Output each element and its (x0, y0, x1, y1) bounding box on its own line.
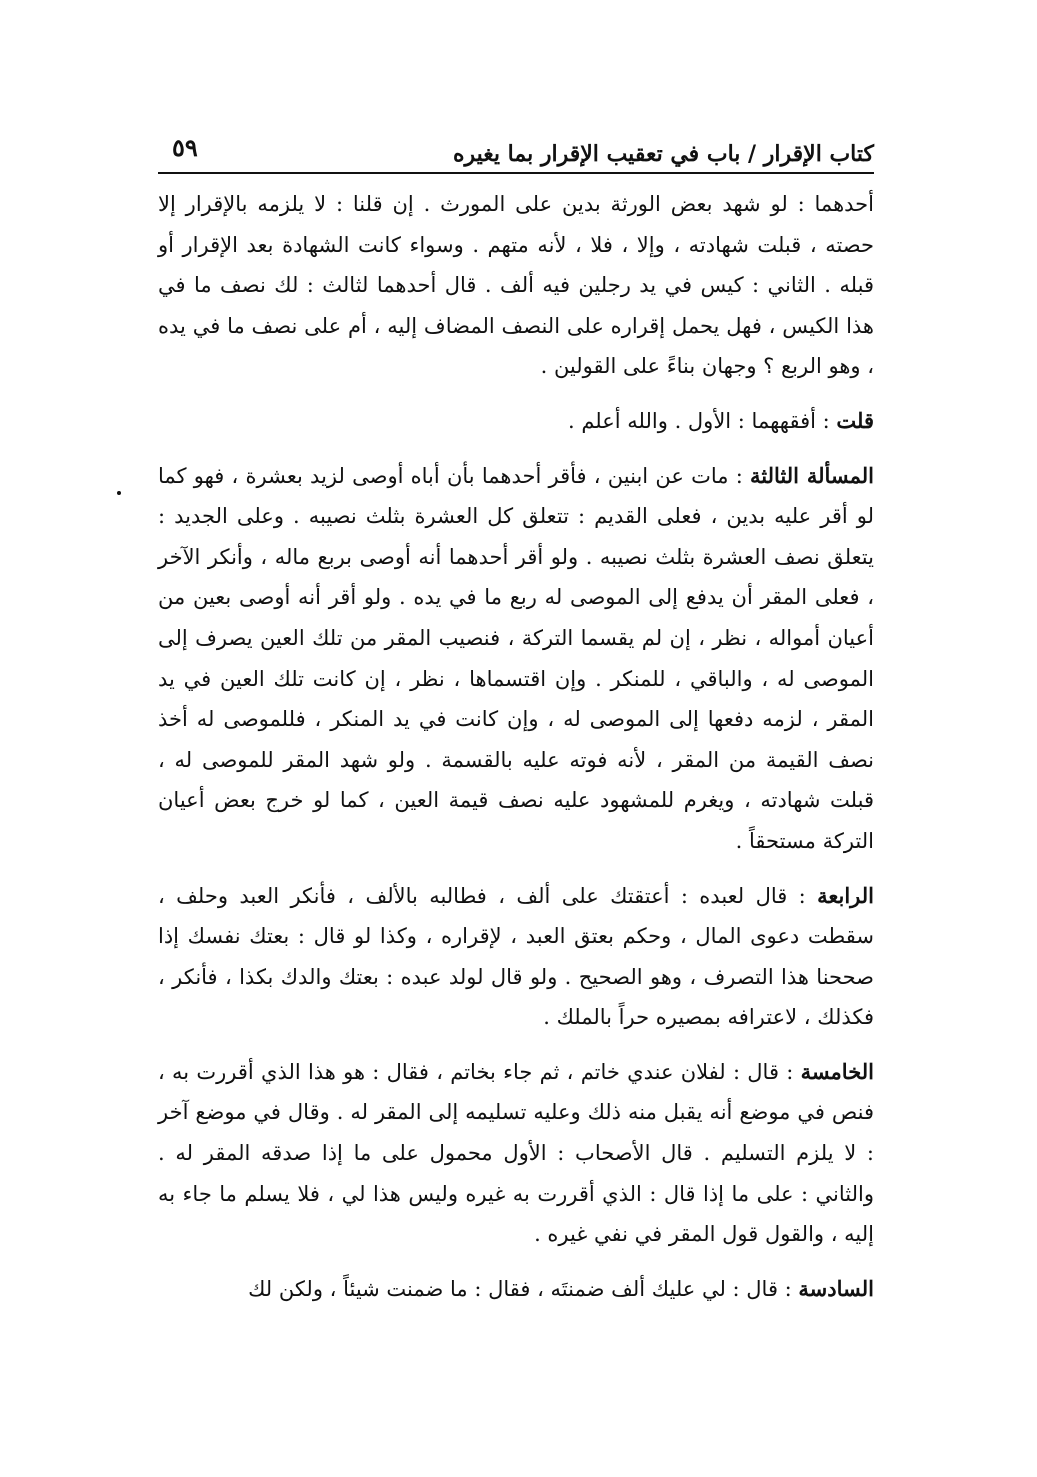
paragraph-fifth (158, 1052, 874, 1255)
paragraph-text: : قال : لي عليك ألف ضمنتَه ، فقال : ما ضمنت شيئاً ، ولكن لك (248, 1276, 799, 1301)
margin-dot (117, 491, 121, 495)
paragraph-text: : مات عن ابنين ، فأقر أحدهما بأن أباه أوصى لزيد بعشرة ، فهو كما لو أقر عليه بدين ، فعلى القديم : تتعلق كل العشرة بثلث نصيبه . وعلى الجديد : يتعلق نصف العشرة بثلث نصيبه . ولو أقر أحدهما أنه أوصى بربع ماله ، وأنكر الآخر ، فعلى المقر أن يدفع إلى الموصى له ربع ما في يده . ولو أقر أنه أوصى بعين من أعيان أمواله ، نظر ، إن لم يقسما التركة ، فنصيب المقر من تلك العين يصرف إلى الموصى له ، والباقي ، للمنكر . وإن اقتسماها ، نظر ، إن كانت تلك العين في يد المقر ، لزمه دفعها إلى الموصى له ، وإن كانت في يد المنكر ، فللموصى له أخذ نصف القيمة من المقر ، لأنه فوته عليه بالقسمة . ولو شهد المقر للموصى له ، قبلت شهادته ، ويغرم للمشهود عليه نصف قيمة العين ، كما لو خرج بعض أعيان التركة مستحقاً . (158, 463, 874, 853)
page-number: ٥٩ (172, 133, 198, 162)
paragraph-text: أحدهما : لو شهد بعض الورثة بدين على المورث . إن قلنا : لا يلزمه بالإقرار إلا حصته ، قبلت شهادته ، وإلا ، فلا ، لأنه متهم . وسواء كانت الشهادة بعد الإقرار أو قبله . الثاني : كيس في يد رجلين فيه ألف . قال أحدهما لثالث : لك نصف ما في هذا الكيس ، فهل يحمل إقراره على النصف المضاف إليه ، أم على نصف ما في يده ، وهو الربع ؟ وجهان بناءً على القولين . (158, 192, 874, 379)
paragraph-lead: الخامسة (800, 1058, 874, 1084)
paragraph-text: : قال لعبده : أعتقتك على ألف ، فطالبه بالألف ، فأنكر العبد وحلف ، سقطت دعوى المال ، وحكم بعتق العبد ، لإقراره ، وكذا لو قال : بعتك نفسك إذا صححنا هذا التصرف ، وهو الصحيح . ولو قال لولد عبده : بعتك والدك بكذا ، فأنكر ، فكذلك ، لاعترافه بمصيره حراً بالملك . (158, 883, 874, 1030)
paragraph-lead: قلت (836, 407, 874, 433)
paragraph-text: : قال : لفلان عندي خاتم ، ثم جاء بخاتم ، فقال : هو هذا الذي أقررت به ، فنص في موضع أنه يقبل منه ذلك وعليه تسليمه إلى المقر له . وقال في موضع آخر : لا يلزم التسليم . قال الأصحاب : الأول محمول على ما إذا صدقه المقر له . والثاني : على ما إذا قال : الذي أقررت به غيره وليس هذا لي ، فلا يسلم ما جاء به إليه ، والقول قول المقر في نفي غيره . (158, 1059, 874, 1247)
paragraph-lead: السادسة (798, 1275, 874, 1301)
paragraph-text: : أفقههما : الأول . والله أعلم . (567, 408, 837, 433)
paragraph-first (158, 184, 874, 387)
paragraph-sixth (158, 1269, 874, 1310)
paragraph-qult (158, 401, 874, 442)
book-page (158, 128, 874, 1309)
paragraph-lead: المسألة الثالثة (750, 462, 875, 488)
paragraph-fourth (158, 876, 874, 1038)
header-title: كتاب الإقرار / باب في تعقيب الإقرار بما يغيره (452, 141, 874, 167)
running-header (158, 128, 874, 174)
paragraph-lead: الرابعة (817, 882, 874, 908)
page-body (158, 174, 874, 1309)
paragraph-third-issue (158, 456, 874, 862)
